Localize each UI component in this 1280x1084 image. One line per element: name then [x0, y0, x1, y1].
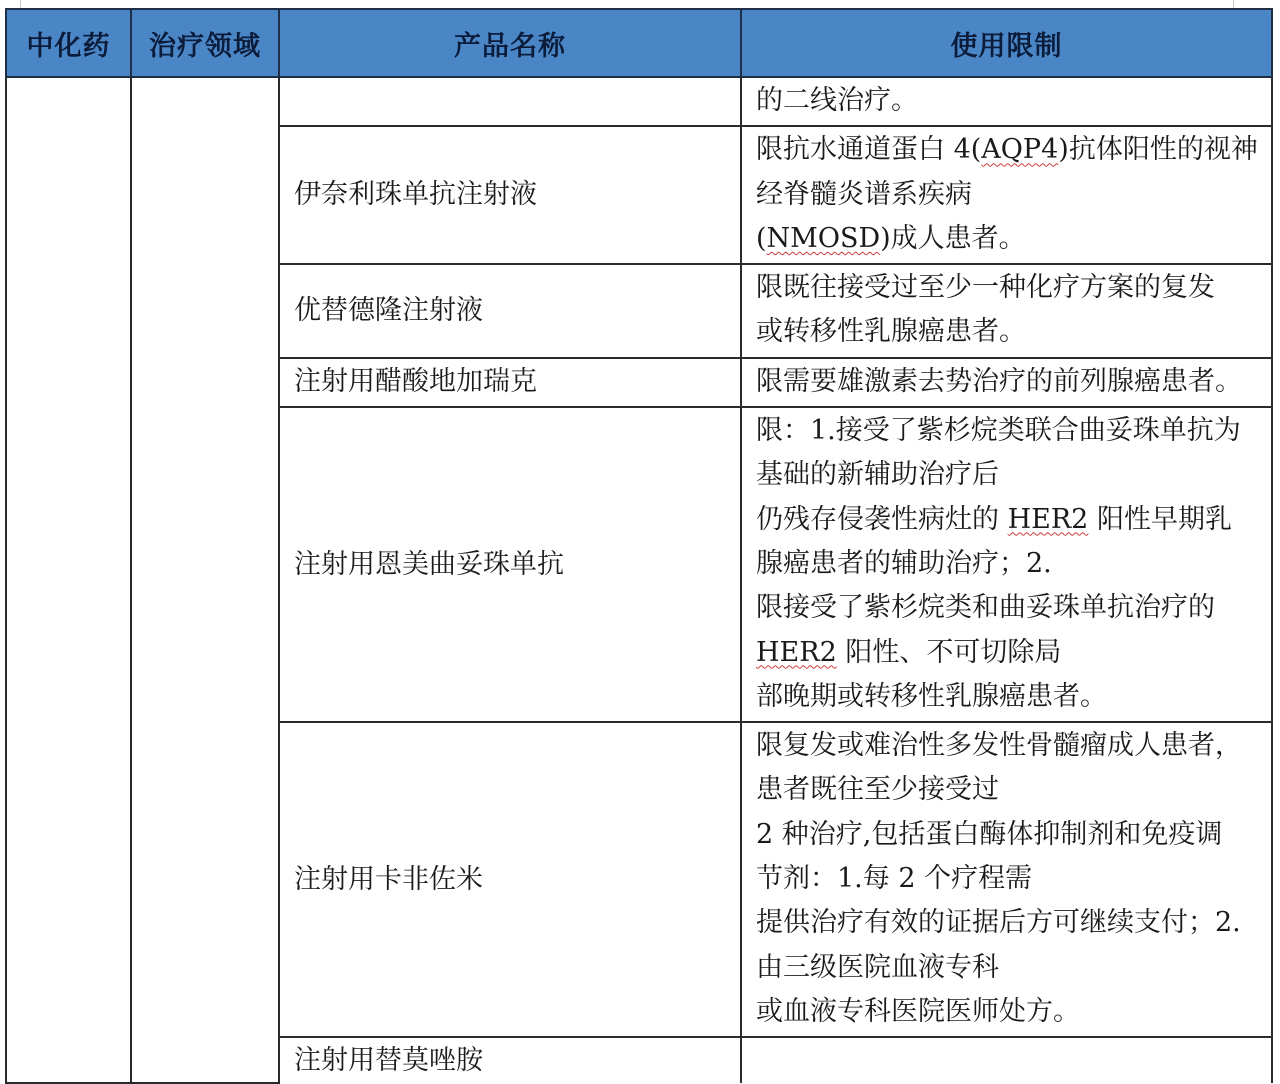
product-name-cell: 注射用卡非佐米	[279, 722, 741, 1037]
restriction-line: 腺癌患者的辅助治疗；2.	[756, 547, 1052, 579]
spellcheck-mark: HER2	[756, 636, 837, 668]
usage-restriction-cell	[741, 126, 1272, 264]
restriction-line: 限复发或难治性多发性骨髓瘤成人患者，	[756, 730, 1242, 762]
spellcheck-mark: HER2	[1007, 503, 1089, 535]
restriction-line: 患者既往至少接受过	[756, 774, 999, 806]
restriction-line: 限接受了紫杉烷类和曲妥珠单抗治疗的	[756, 592, 1215, 624]
usage-restriction-cell	[741, 264, 1272, 358]
restriction-line: 部晚期或转移性乳腺癌患者。	[756, 680, 1107, 712]
usage-restriction-cell	[741, 77, 1272, 126]
restriction-line: 2 种治疗,包括蛋白酶体抑制剂和免疫调	[756, 818, 1223, 850]
header-therapeutic-area: 治疗领域	[131, 9, 279, 77]
spellcheck-mark: NMOSD	[766, 222, 881, 254]
restriction-line: 或血液专科医院医师处方。	[756, 995, 1080, 1027]
table-header-row	[6, 9, 1272, 77]
header-category: 中化药	[6, 9, 131, 77]
restriction-line: 由三级医院血液专科	[756, 951, 999, 983]
product-name-cell: 注射用醋酸地加瑞克	[279, 358, 741, 407]
product-name-cell: 优替德隆注射液	[279, 264, 741, 358]
product-name-cell: 注射用恩美曲妥珠单抗	[279, 407, 741, 722]
restriction-line: 经脊髓炎谱系疾病	[756, 178, 972, 210]
therapeutic-area-cell	[131, 77, 279, 1083]
restriction-line: 限：1.接受了紫杉烷类联合曲妥珠单抗为	[756, 415, 1241, 447]
restriction-line: (NMOSD)成人患者。	[756, 222, 1026, 254]
header-usage-restriction: 使用限制	[741, 9, 1272, 77]
restriction-line: 限既往接受过至少一种化疗方案的复发	[756, 272, 1215, 304]
usage-restriction-cell	[741, 407, 1272, 722]
product-name-cell	[279, 77, 741, 126]
restriction-line: 限抗水通道蛋白 4(AQP4)抗体阳性的视神	[756, 134, 1258, 166]
spellcheck-mark: AQP4	[981, 134, 1059, 166]
category-cell	[6, 77, 131, 1083]
table-row	[6, 77, 1272, 126]
restriction-line: 限需要雄激素去势治疗的前列腺癌患者。	[756, 365, 1242, 397]
drug-restriction-table	[5, 8, 1273, 1084]
usage-restriction-cell	[741, 358, 1272, 407]
restriction-line: HER2 阳性、不可切除局	[756, 636, 1062, 668]
product-name-cell: 伊奈利珠单抗注射液	[279, 126, 741, 264]
restriction-line: 节剂：1.每 2 个疗程需	[756, 863, 1033, 895]
usage-restriction-cell	[741, 1037, 1272, 1083]
restriction-line: 仍残存侵袭性病灶的 HER2 阳性早期乳	[756, 503, 1232, 535]
usage-restriction-cell	[741, 722, 1272, 1037]
product-name-cell: 注射用替莫唑胺	[279, 1037, 741, 1083]
restriction-line: 提供治疗有效的证据后方可继续支付；2.	[756, 907, 1241, 939]
header-product-name: 产品名称	[279, 9, 741, 77]
restriction-line: 或转移性乳腺癌患者。	[756, 316, 1026, 348]
restriction-line: 的二线治疗。	[756, 85, 918, 116]
restriction-line: 基础的新辅助治疗后	[756, 459, 999, 491]
